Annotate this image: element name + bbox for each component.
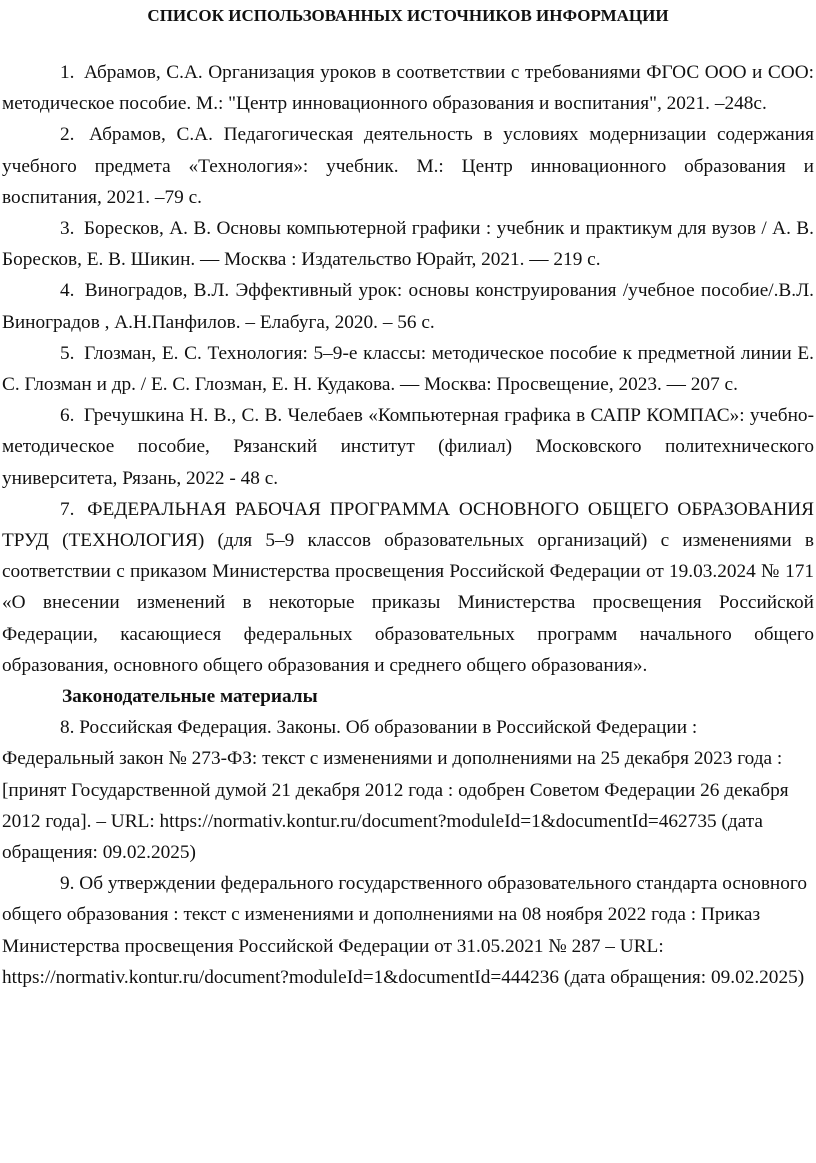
- reference-text: Абрамов, С.А. Организация уроков в соответствии с требованиями ФГОС ООО и СОО: методическое пособие. М.: "Центр инновационного образования и воспитания", 2021. –248с.: [2, 62, 814, 115]
- reference-item: [2, 57, 814, 119]
- reference-text: Российская Федерация. Законы. Об образовании в Российской Федерации : Федеральный закон № 273-ФЗ: текст с изменениями и дополнениями на 25 декабря 2023 года : [принят Государственной думой 21 декабря 2012 года : одобрен Советом Федерации 26 декабря 2012 года]. – URL: https://normativ.kontur.ru/document?moduleId=1&documentId=462735 (дата обращения: 09.02.2025): [2, 717, 789, 864]
- reference-number: 2.: [60, 124, 75, 146]
- reference-number: 7.: [60, 498, 75, 520]
- reference-number: 8.: [60, 717, 75, 739]
- legislation-item: [2, 868, 814, 993]
- reference-text: Абрамов, С.А. Педагогическая деятельность в условиях модернизации содержания учебного предмета «Технология»: учебник. М.: Центр инновационного образования и воспитания, 2021. –79 с.: [2, 124, 814, 208]
- reference-item: [2, 275, 814, 337]
- reference-number: 3.: [60, 218, 75, 240]
- reference-item: [2, 338, 814, 400]
- reference-number: 6.: [60, 405, 75, 427]
- reference-number: 5.: [60, 342, 75, 364]
- reference-text: Гречушкина Н. В., С. В. Челебаев «Компьютерная графика в САПР КОМПАС»: учебно-методическое пособие, Рязанский институт (филиал) Московского политехнического университета, Рязань, 2022 - 48 с.: [2, 405, 814, 489]
- reference-text: Глозман, Е. С. Технология: 5–9-е классы: методическое пособие к предметной линии Е. С. Глозман и др. / Е. С. Глозман, Е. Н. Кудакова. — Москва: Просвещение, 2023. — 207 с.: [2, 342, 814, 396]
- reference-text: ФЕДЕРАЛЬНАЯ РАБОЧАЯ ПРОГРАММА ОСНОВНОГО ОБЩЕГО ОБРАЗОВАНИЯ ТРУД (ТЕХНОЛОГИЯ) (для 5–9 классов образовательных организаций) с изменениями в соответствии с приказом Министерства просвещения Российской Федерации от 19.03.2024 № 171 «О внесении изменений в некоторые приказы Министерства просвещения Российской Федерации, касающиеся федеральных образовательных программ начального общего образования, основного общего образования и среднего общего образования».: [2, 498, 814, 676]
- reference-text: Виноградов, В.Л. Эффективный урок: основы конструирования /учебное пособие/.В.Л. Виноградов , А.Н.Панфилов. – Елабуга, 2020. – 56 с.: [2, 280, 815, 333]
- legislation-item: [2, 712, 814, 868]
- reference-text: Об утверждении федерального государственного образовательного стандарта основного общего образования : текст с изменениями и дополнениями на 08 ноября 2022 года : Приказ Министерства просвещения Российской Федерации от 31.05.2021 № 287 – URL: https://normativ.kontur.ru/document?moduleId=1&documentId=444236 (дата обращения: 09.02.2025): [2, 873, 807, 988]
- reference-number: 9.: [60, 873, 75, 895]
- reference-item: [2, 400, 814, 494]
- reference-item: [2, 494, 814, 681]
- reference-number: 4.: [60, 280, 75, 302]
- reference-number: 1.: [60, 62, 75, 83]
- section-heading-legislation: Законодательные материалы: [62, 686, 318, 708]
- reference-item: [2, 119, 814, 213]
- reference-item: [2, 213, 814, 275]
- reference-text: Боресков, А. В. Основы компьютерной графики : учебник и практикум для вузов / А. В. Боресков, Е. В. Шикин. — Москва : Издательство Юрайт, 2021. — 219 с.: [2, 218, 814, 271]
- page-title: СПИСОК ИСПОЛЬЗОВАННЫХ ИСТОЧНИКОВ ИНФОРМАЦИИ: [147, 6, 669, 25]
